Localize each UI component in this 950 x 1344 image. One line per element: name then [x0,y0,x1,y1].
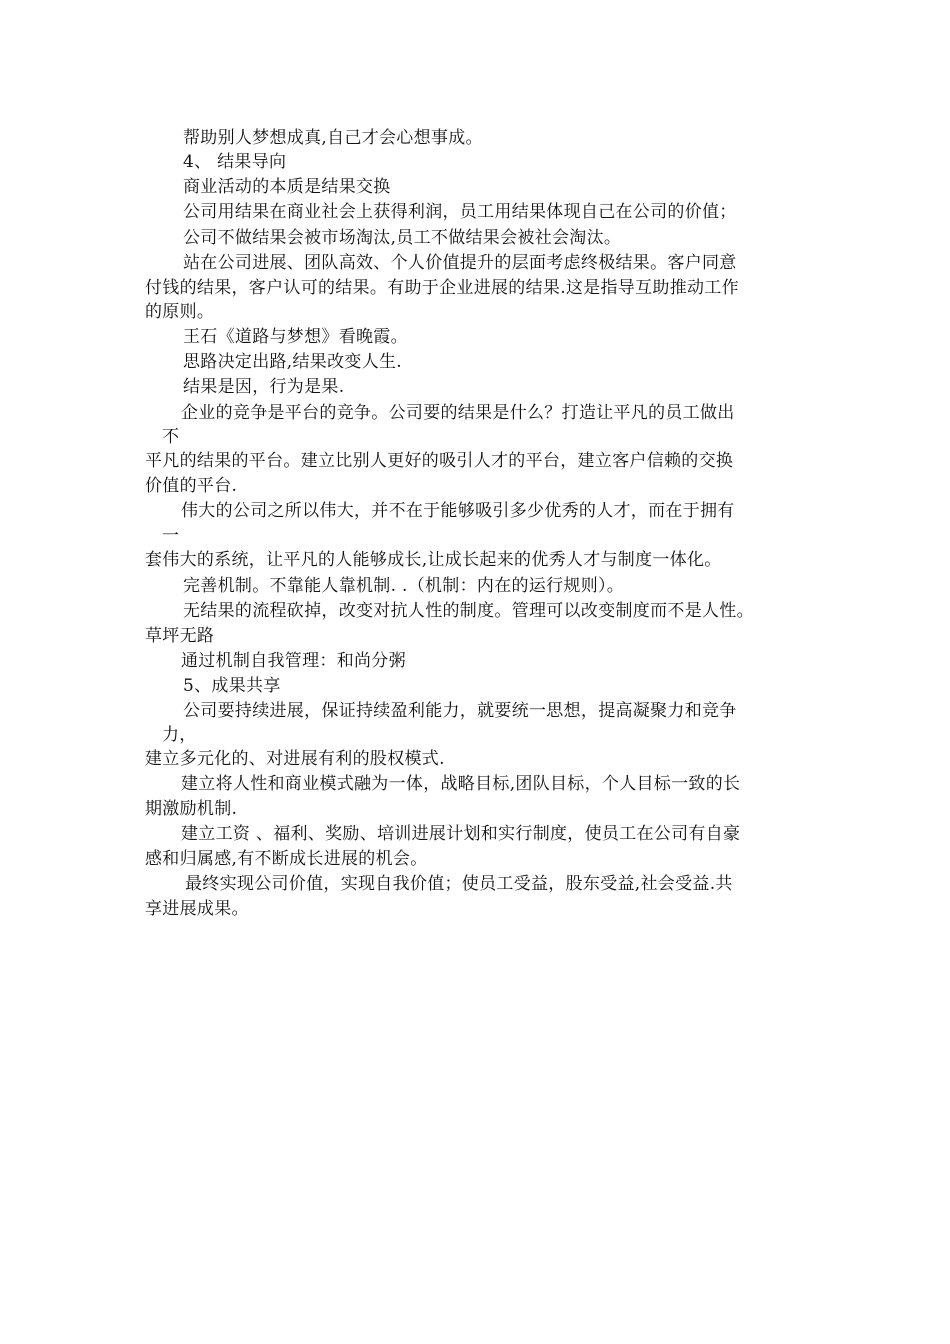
text-line-15: 价值的平台. [145,476,238,496]
text-line-14: 平凡的结果的平台。建立比别人更好的吸引人才的平台，建立客户信赖的交换 [145,451,734,471]
text-line-5: 公司不做结果会被市场淘汰,员工不做结果会被社会淘汰。 [183,228,622,248]
text-line-18: 套伟大的系统，让平凡的人能够成长,让成长起来的优秀人才与制度一体化。 [145,550,722,570]
text-line-8: 的原则。 [145,302,215,322]
section-heading-result-orientation: 4、 结果导向 [183,152,287,172]
text-line-3: 商业活动的本质是结果交换 [183,177,391,197]
text-line-24: 公司要持续进展，保证持续盈利能力，就要统一思想，提高凝聚力和竞争 [183,701,737,721]
text-line-32: 享进展成果。 [145,899,249,919]
text-line-10: 思路决定出路,结果改变人生. [183,352,403,372]
text-line-6: 站在公司进展、团队高效、个人价值提升的层面考虑终极结果。客户同意 [183,253,737,273]
text-line-19: 完善机制。不靠能人靠机制. .（机制：内在的运行规则）。 [183,576,625,596]
text-line-28: 期激励机制. [145,799,238,819]
text-line-16: 伟大的公司之所以伟大，并不在于能够吸引多少优秀的人才，而在于拥有 [181,501,735,521]
text-line-27: 建立将人性和商业模式融为一体，战略目标,团队目标，个人目标一致的长 [181,774,741,794]
text-line-26: 建立多元化的、对进展有利的股权模式. [145,749,445,769]
text-line-4: 公司用结果在商业社会上获得利润，员工用结果体现自己在公司的价值； [183,202,737,222]
text-line-29: 建立工资 、福利、奖励、培训进展计划和实行制度，使员工在公司有自豪 [181,824,741,844]
text-line-9: 王石《道路与梦想》看晚霞。 [183,327,408,347]
text-line-17: 一 [162,526,180,546]
text-line-22: 通过机制自我管理：和尚分粥 [181,651,406,671]
text-line-7: 付钱的结果，客户认可的结果。有助于企业进展的结果.这是指导互助推动工作 [145,278,739,298]
text-line-11: 结果是因，行为是果. [183,377,345,397]
section-heading-shared-results: 5、成果共享 [183,676,281,696]
text-line-31: 最终实现公司价值，实现自我价值；使员工受益，股东受益,社会受益.共 [185,874,733,894]
text-line-13: 不 [162,427,180,447]
text-line-21: 草坪无路 [145,626,215,646]
text-line-1: 帮助别人梦想成真,自己才会心想事成。 [183,128,483,148]
text-line-20: 无结果的流程砍掉，改变对抗人性的制度。管理可以改变制度而不是人性。 [183,601,754,621]
text-line-12: 企业的竞争是平台的竞争。公司要的结果是什么？打造让平凡的员工做出 [181,403,735,423]
text-line-25: 力， [162,725,197,745]
text-line-30: 感和归属感,有不断成长进展的机会。 [145,849,428,869]
